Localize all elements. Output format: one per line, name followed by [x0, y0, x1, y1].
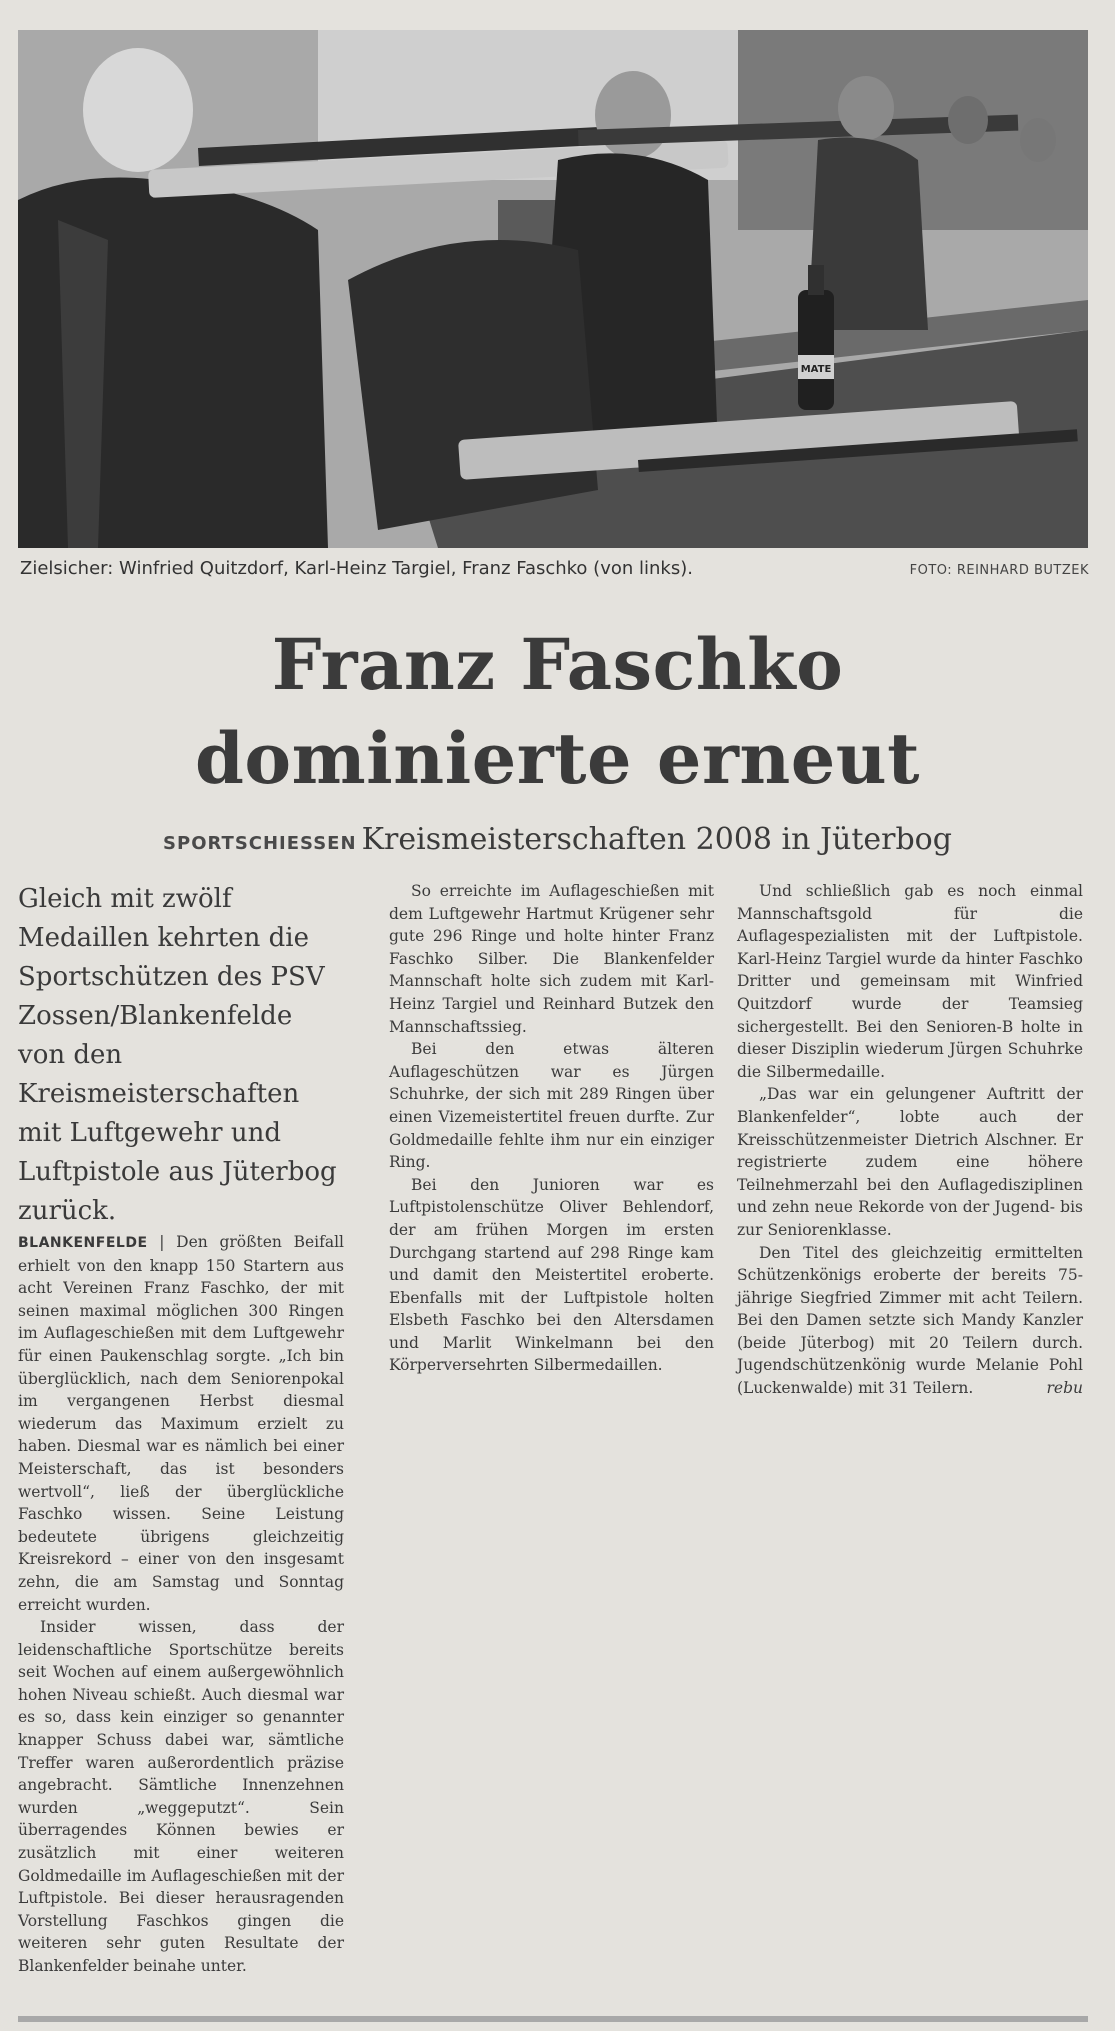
section-kicker: SPORTSCHIESSEN — [163, 833, 357, 854]
headline-line-1: Franz Faschko — [271, 623, 844, 706]
lead-paragraph: Gleich mit zwölf Medaillen kehrten die Sportschützen des PSV Zossen/Blankenfelde von den Kreismeisterschaften mit Luftgewehr und Luftpistole aus Jüterbog zurück. — [18, 884, 337, 1226]
article-paragraph-2: Insider wissen, dass der leidenschaftliche Sportschütze bereits seit Wochen auf einem außergewöhnlich hohen Niveau schießt. Auch diesmal war es so, dass kein einziger so genannter knapper Schuss dabei war, sämtliche Treffer waren außerordentlich präzise angebracht. Sämtliche Innenzehnen wurden „weggeputzt“. Sein überragendes Können bewies er zusätzlich mit einer weiteren Goldmedaille im Auflageschießen mit der Luftpistole. Bei dieser herausragenden Vorstellung Faschkos gingen die weiteren sehr guten Resultate der Blankenfelder beinahe unter. — [18, 1618, 344, 1975]
article-column-1 — [18, 880, 344, 1978]
shooters-illustration — [18, 30, 1088, 548]
paragraph-1-text: Den größten Beifall erhielt von den knapp 150 Startern aus acht Vereinen Franz Faschko, der mit seinen maximal möglichen 300 Ringen im Auflageschießen mit dem Luftgewehr für einen Paukenschlag sorgte. „Ich bin überglücklich, nach dem Seniorenpokal im vergangenen Herbst diesmal wiederum das Maximum erzielt zu haben. Diesmal war es nämlich bei einer Meisterschaft, das ist besonders wertvoll“, ließ der überglückliche Faschko wissen. Seine Leistung bedeutete übrigens gleichzeitig Kreisrekord – einer von den insgesamt zehn, die am Samstag und Sonntag erreicht wurden. — [18, 1233, 344, 1614]
article-paragraph-5: Bei den Junioren war es Luftpistolenschütze Oliver Behlendorf, der am frühen Morgen im ersten Durchgang startend auf 298 Ringe kam und damit den Meistertitel eroberte. Ebenfalls mit der Luftpistole holten Elsbeth Faschko bei den Altersdamen und Marlit Winkelmann bei den Körperversehrten Silbermedaillen. — [389, 1175, 714, 1375]
paragraph-8-text: Den Titel des gleichzeitig ermittelten Schützenkönigs eroberte der bereits 75-jährige Siegfried Zimmer mit acht Teilern. Bei den Damen setzte sich Mandy Kanzler (beide Jüterbog) mit 20 Teilern durch. Jugendschützenkönig wurde Melanie Pohl (Luckenwalde) mit 31 Teilern. — [737, 1243, 1083, 1398]
article-paragraph-8 — [737, 1242, 1083, 1400]
article-column-3 — [737, 880, 1083, 1400]
article-photo — [18, 30, 1088, 548]
bottle-label-text: MATE — [800, 364, 832, 375]
photo-caption: Zielsicher: Winfried Quitzdorf, Karl-Heinz Targiel, Franz Faschko (von links). — [20, 558, 693, 579]
photo-credit: FOTO: REINHARD BUTZEK — [909, 563, 1089, 578]
article-column-2 — [389, 880, 714, 1377]
headline-line-2: dominierte erneut — [194, 717, 920, 800]
article-paragraph-1: BLANKENFELDE | Den größten Beifall erhielt von den knapp 150 Startern aus acht Vereinen Franz Faschko, der mit seinen maximal möglichen 300 Ringen im Auflageschießen mit dem Luftgewehr für einen Paukenschlag sorgte. „Ich bin überglücklich, nach dem Seniorenpokal im vergangenen Herbst diesmal wiederum das Maximum erzielt zu haben. Diesmal war es nämlich bei einer Meisterschaft, das ist besonders wertvoll“, ließ der überglückliche Faschko wissen. Seine Leistung bedeutete übrigens gleichzeitig Kreisrekord – einer von den insgesamt zehn, die am Samstag und Sonntag erreicht wurden. — [18, 1233, 344, 1614]
article-paragraph-4: Bei den etwas älteren Auflageschützen war es Jürgen Schuhrke, der sich mit 289 Ringen über einen Vizemeistertitel freuen durfte. Zur Goldmedaille fehlte ihm nur ein einziger Ring. — [389, 1040, 714, 1172]
article-paragraph-7: „Das war ein gelungener Auftritt der Blankenfelder“, lobte auch der Kreisschützenmeister Dietrich Alschner. Er registrierte zudem eine höhere Teilnehmerzahl bei den Auflagedisziplinen und zehn neue Rekorde von der Jugend- bis zur Seniorenklasse. — [737, 1085, 1083, 1239]
subtitle: Kreismeisterschaften 2008 in Jüterbog — [361, 822, 952, 857]
article-paragraph-3: So erreichte im Auflageschießen mit dem Luftgewehr Hartmut Krügener sehr gute 296 Ringe und holte hinter Franz Faschko Silber. Die Blankenfelder Mannschaft holte sich zudem mit Karl-Heinz Targiel und Reinhard Butzek den Mannschaftssieg. — [389, 882, 714, 1036]
article-paragraph-6: Und schließlich gab es noch einmal Mannschaftsgold für die Auflagespezialisten mit der Luftpistole. Karl-Heinz Targiel wurde da hinter Faschko Dritter und gemeinsam mit Winfried Quitzdorf wurde der Teamsieg sichergestellt. Bei den Senioren-B holte in dieser Disziplin wiederum Jürgen Schuhrke die Silbermedaille. — [737, 882, 1083, 1081]
headline — [0, 618, 1115, 806]
author-signature: rebu — [1046, 1379, 1083, 1398]
dateline: BLANKENFELDE — [18, 1235, 148, 1251]
subheadline — [0, 822, 1115, 857]
bottom-rule — [18, 2016, 1088, 2022]
